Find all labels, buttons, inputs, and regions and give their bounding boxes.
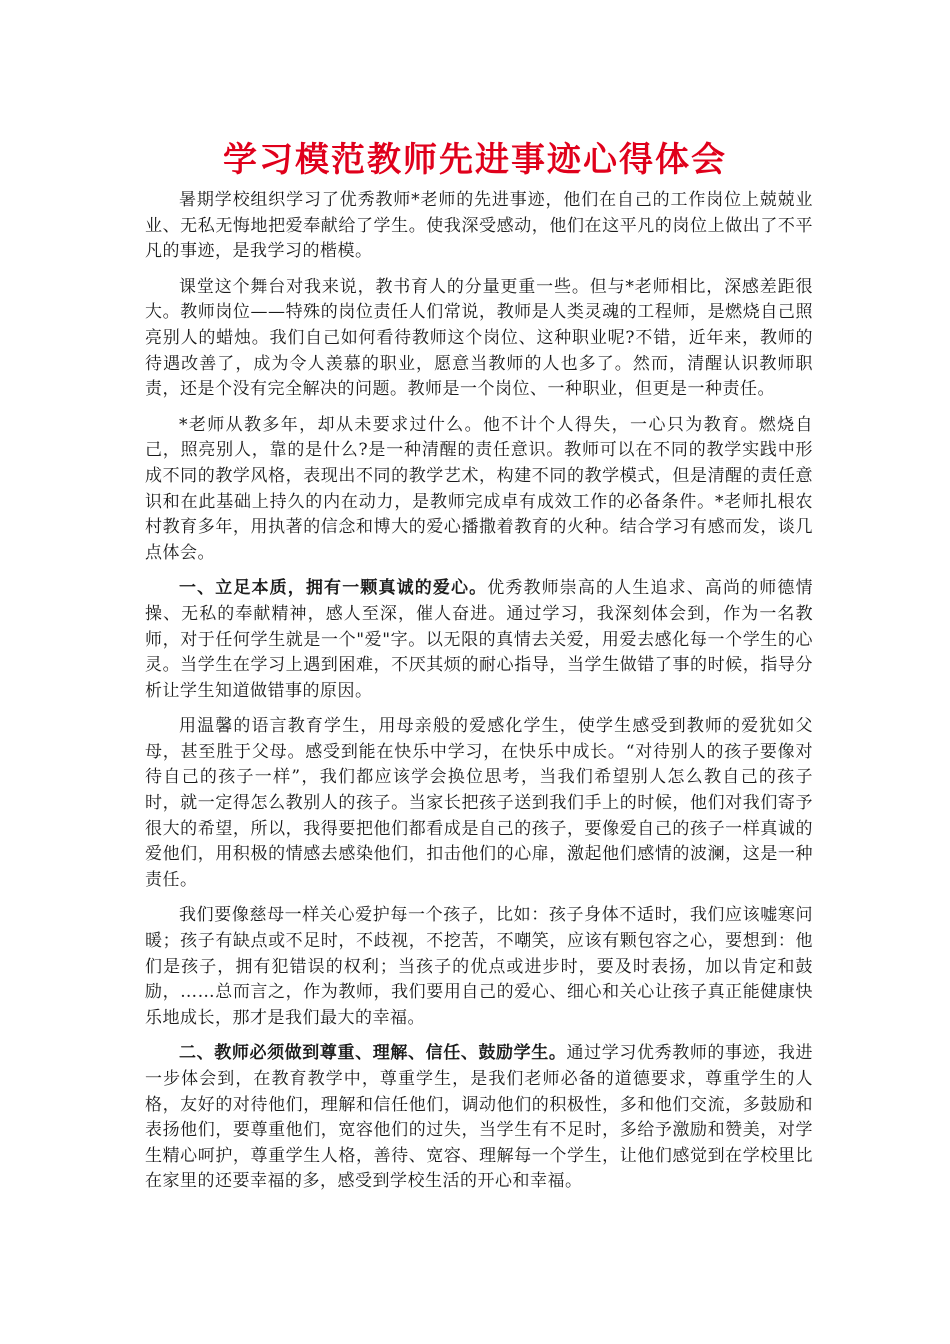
document-title: 学习模范教师先进事迹心得体会: [223, 140, 727, 180]
paragraph-text: *老师从教多年，却从未要求过什么。他不计个人得失，一心只为教育。燃烧自己，照亮别人，靠的是什么?是一种清醒的责任意识。教师可以在不同的教学实践中形成不同的教学风格，表现出不同的教学艺术，构建不同的教学模式，但是清醒的责任意识和在此基础上持久的内在动力，是教师完成卓有成效工作的必备条件。*老师扎根农村教育多年，用执著的信念和博大的爱心播撒着教育的火种。结合学习有感而发，谈几点体会。: [145, 414, 813, 563]
paragraph-4: [145, 576, 813, 704]
section-heading-2: 二、教师必须做到尊重、理解、信任、鼓励学生。: [179, 1043, 567, 1064]
paragraph-5: [145, 714, 813, 893]
document-body: [145, 188, 813, 1205]
paragraph-6: [145, 903, 813, 1031]
paragraph-text: 用温馨的语言教育学生，用母亲般的爱感化学生，使学生感受到教师的爱犹如父母，甚至胜于父母。感受到能在快乐中学习，在快乐中成长。“对待别人的孩子要像对待自己的孩子一样”，我们都应该学会换位思考，当我们希望别人怎么教自己的孩子时，就一定得怎么教别人的孩子。当家长把孩子送到我们手上的时候，他们对我们寄予很大的希望，所以，我得要把他们都看成是自己的孩子，要像爱自己的孩子一样真诚的爱他们，用积极的情感去感染他们，扣击他们的心扉，激起他们感情的波澜，这是一种责任。: [145, 716, 813, 890]
paragraph-text: 优秀教师崇高的人生追求、高尚的师德情操、无私的奉献精神，感人至深，催人奋进。通过学习，我深刻体会到，作为一名教师，对于任何学生就是一个"爱"字。以无限的真情去关爱，用爱去感化每一个学生的心灵。当学生在学习上遇到困难，不厌其烦的耐心指导，当学生做错了事的时候，指导分析让学生知道做错事的原因。: [145, 578, 813, 701]
section-heading-1: 一、立足本质，拥有一颗真诚的爱心。: [179, 578, 488, 599]
paragraph-2: [145, 275, 813, 403]
paragraph-text: 我们要像慈母一样关心爱护每一个孩子，比如：孩子身体不适时，我们应该嘘寒问暖；孩子有缺点或不足时，不歧视，不挖苦，不嘲笑，应该有颗包容之心，要想到：他们是孩子，拥有犯错误的权利；当孩子的优点或进步时，要及时表扬，加以肯定和鼓励，……总而言之，作为教师，我们要用自己的爱心、细心和关心让孩子真正能健康快乐地成长，那才是我们最大的幸福。: [145, 905, 813, 1028]
paragraph-1: [145, 188, 813, 265]
paragraph-text: 课堂这个舞台对我来说，教书育人的分量更重一些。但与*老师相比，深感差距很大。教师岗位——特殊的岗位责任人们常说，教师是人类灵魂的工程师，是燃烧自己照亮别人的蜡烛。我们自己如何看待教师这个岗位、这种职业呢?不错，近年来，教师的待遇改善了，成为令人羡慕的职业，愿意当教师的人也多了。然而，清醒认识教师职责，还是个没有完全解决的问题。教师是一个岗位、一种职业，但更是一种责任。: [145, 276, 813, 400]
paragraph-7: [145, 1041, 813, 1195]
paragraph-3: [145, 413, 813, 567]
paragraph-text: 暑期学校组织学习了优秀教师*老师的先进事迹，他们在自己的工作岗位上兢兢业业、无私无悔地把爱奉献给了学生。使我深受感动，他们在这平凡的岗位上做出了不平凡的事迹，是我学习的楷模。: [145, 190, 813, 262]
paragraph-text: 通过学习优秀教师的事迹，我进一步体会到，在教育教学中，尊重学生，是我们老师必备的道德要求，尊重学生的人格，友好的对待他们，理解和信任他们，调动他们的积极性，多和他们交流，多鼓励和表扬他们，要尊重他们，宽容他们的过失，当学生有不足时，多给予激励和赞美，对学生精心呵护，尊重学生人格，善待、宽容、理解每一个学生，让他们感觉到在学校里比在家里的还要幸福的多，感受到学校生活的开心和幸福。: [145, 1043, 814, 1192]
